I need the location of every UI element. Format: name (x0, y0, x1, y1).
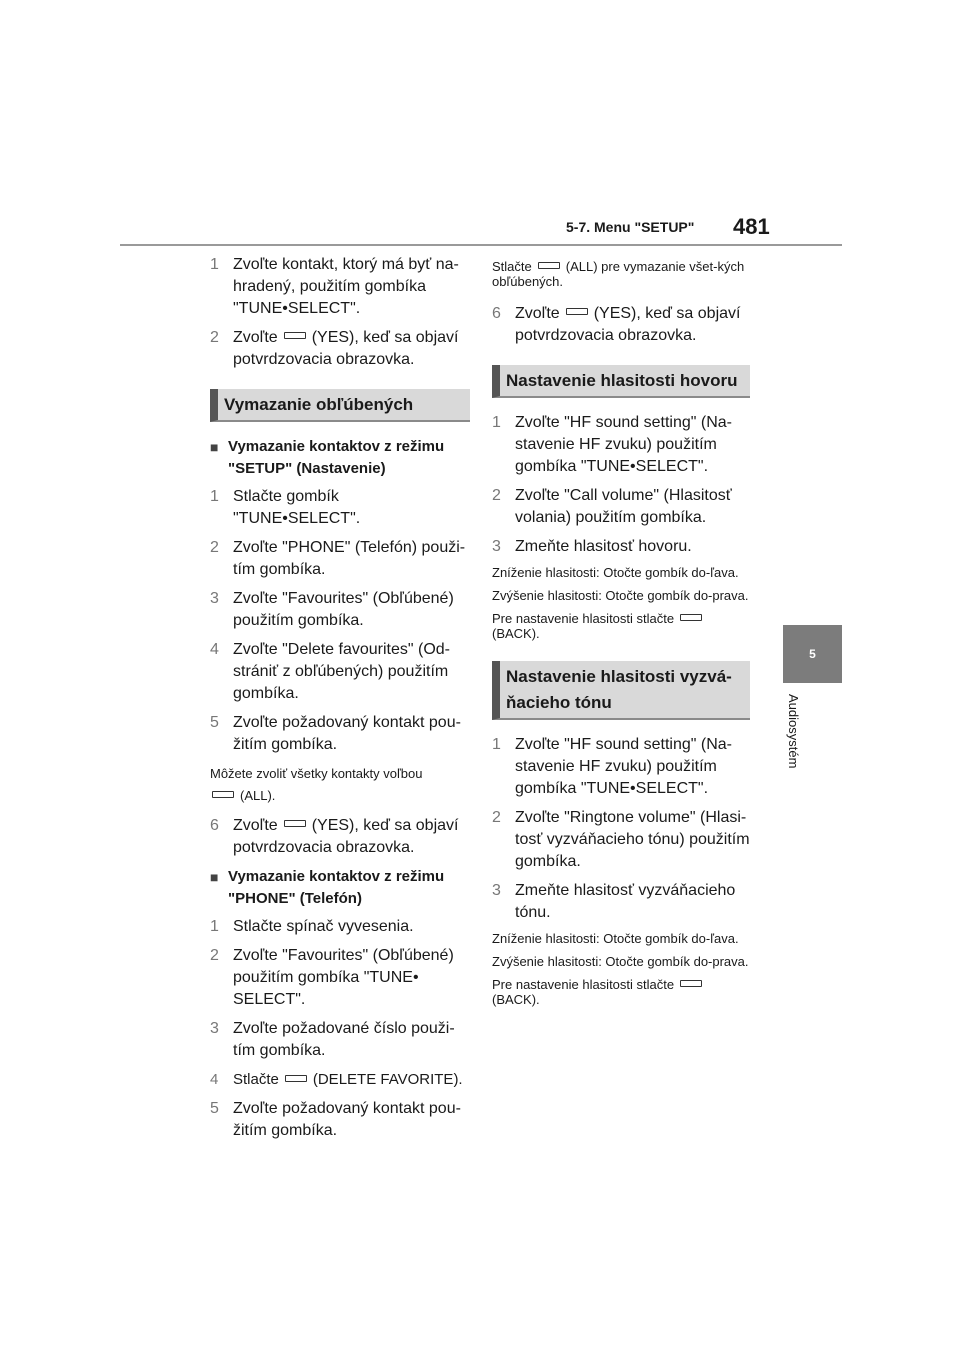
note-text-post: (BACK). (492, 992, 540, 1007)
step-number: 3 (210, 1020, 219, 1037)
step-text-pre: Zvoľte (233, 817, 278, 834)
button-icon (212, 791, 234, 798)
step-number: 2 (492, 487, 501, 504)
step (492, 412, 750, 478)
right-column (492, 259, 750, 1015)
step (210, 486, 470, 530)
step-number: 3 (210, 590, 219, 607)
left-column (210, 254, 470, 1149)
subheading-text: Vymazanie kontaktov z režimu "PHONE" (Telefón) (228, 868, 445, 907)
note-text-pre: Pre nastavenie hlasitosti stlačte (492, 977, 675, 992)
step (210, 327, 470, 371)
page-number: 481 (733, 214, 770, 239)
step-number: 4 (210, 641, 219, 658)
step-number: 4 (210, 1071, 219, 1088)
step (210, 815, 470, 859)
step-number: 6 (492, 305, 501, 322)
step-text-post: (DELETE FAVORITE). (312, 1071, 463, 1088)
step-number: 5 (210, 714, 219, 731)
note-text-post: (ALL). (240, 788, 276, 803)
step-text-pre: Stlačte (233, 1071, 279, 1088)
step-text: Stlačte spínač vyvesenia. (233, 918, 414, 935)
step (210, 254, 470, 320)
step-text-post: (YES), keď sa objaví potvrdzovacia obrazovka. (233, 329, 459, 368)
note (492, 611, 750, 641)
square-bullet-icon: ■ (210, 439, 219, 455)
step-text: Zvoľte kontakt, ktorý má byť na-hradený, použitím gombíka "TUNE•SELECT". (233, 256, 459, 317)
note-text-pre: Môžete zvoliť všetky kontakty voľbou (210, 766, 423, 781)
note-text-pre: Pre nastavenie hlasitosti stlačte (492, 611, 675, 626)
step (492, 485, 750, 529)
step (210, 712, 470, 756)
subheading-text: Vymazanie kontaktov z režimu "SETUP" (Nastavenie) (228, 438, 445, 477)
step-text-post: (YES), keď sa objaví potvrdzovacia obrazovka. (515, 305, 741, 344)
subheading (210, 866, 470, 910)
step-text: Zvoľte "Call volume" (Hlasitosť volania) použitím gombíka. (515, 487, 732, 526)
step (492, 536, 750, 558)
note: Zníženie hlasitosti: Otočte gombík do-ľava. (492, 931, 739, 946)
step-number: 3 (492, 882, 501, 899)
note: Zvýšenie hlasitosti: Otočte gombík do-prava. (492, 954, 749, 969)
step (492, 807, 750, 873)
header-rule (120, 244, 842, 246)
step-text (515, 303, 750, 347)
step (492, 880, 750, 924)
step (210, 588, 470, 632)
note (210, 763, 470, 807)
button-icon (285, 1075, 307, 1082)
step-number: 1 (210, 488, 219, 505)
step-text (233, 327, 470, 371)
note: Zníženie hlasitosti: Otočte gombík do-ľava. (492, 565, 739, 580)
step-text: Zvoľte "HF sound setting" (Na-stavenie HF zvuku) použitím gombíka "TUNE•SELECT". (515, 736, 732, 797)
step-number: 5 (210, 1100, 219, 1117)
section-heading: Nastavenie hlasitosti hovoru (492, 365, 750, 398)
step-text-pre: Zvoľte (233, 329, 278, 346)
step-number: 2 (210, 539, 219, 556)
note (492, 259, 750, 289)
step-text: Zvoľte "Delete favourites" (Od-strániť z obľúbených) použitím gombíka. (233, 641, 450, 702)
step-text: Zmeňte hlasitosť hovoru. (515, 538, 692, 555)
step-number: 1 (210, 256, 219, 273)
step-text: Zvoľte "Favourites" (Obľúbené) použitím gombíka "TUNE• SELECT". (233, 947, 454, 1008)
step-number: 3 (492, 538, 501, 555)
button-icon (538, 262, 560, 269)
chapter-tab (783, 625, 842, 683)
step-text: Zvoľte "HF sound setting" (Na-stavenie HF zvuku) použitím gombíka "TUNE•SELECT". (515, 414, 732, 475)
step-text: Stlačte gombík "TUNE•SELECT". (233, 488, 361, 527)
note-text-post: (BACK). (492, 626, 540, 641)
step-number: 6 (210, 817, 219, 834)
subheading (210, 436, 470, 480)
step-number: 1 (492, 736, 501, 753)
step-text-pre: Zvoľte (515, 305, 560, 322)
step-text: Zvoľte požadovaný kontakt pou-žitím gombíka. (233, 1100, 461, 1139)
step-text: Zvoľte "Ringtone volume" (Hlasi-tosť vyzváňacieho tónu) použitím gombíka. (515, 809, 750, 870)
step-text: Zvoľte požadovaný kontakt pou-žitím gombíka. (233, 714, 461, 753)
step-text: Zvoľte požadované číslo použi-tím gombíka. (233, 1020, 455, 1059)
step-text: Zvoľte "Favourites" (Obľúbené) použitím gombíka. (233, 590, 454, 629)
button-icon (284, 820, 306, 827)
chapter-label: Audiosystém (786, 694, 801, 769)
step (492, 734, 750, 800)
step-text (233, 1069, 470, 1091)
step-number: 2 (492, 809, 501, 826)
button-icon (284, 332, 306, 339)
note (492, 977, 750, 1007)
button-icon (680, 980, 702, 987)
button-icon (566, 308, 588, 315)
section-title: 5-7. Menu "SETUP" (566, 219, 695, 235)
step (210, 1069, 470, 1091)
step (210, 916, 470, 938)
section-heading: Nastavenie hlasitosti vyzvá-ňacieho tónu (492, 661, 750, 720)
square-bullet-icon: ■ (210, 869, 219, 885)
step-text (233, 815, 470, 859)
button-icon (680, 614, 702, 621)
step (210, 537, 470, 581)
step-text-post: (YES), keď sa objaví potvrdzovacia obrazovka. (233, 817, 459, 856)
step-text: Zmeňte hlasitosť vyzváňacieho tónu. (515, 882, 736, 921)
step (210, 1018, 470, 1062)
step (210, 945, 470, 1011)
step-number: 2 (210, 329, 219, 346)
step-text: Zvoľte "PHONE" (Telefón) použi-tím gombíka. (233, 539, 466, 578)
note: Zvýšenie hlasitosti: Otočte gombík do-prava. (492, 588, 749, 603)
note-text-pre: Stlačte (492, 259, 532, 274)
step (492, 303, 750, 347)
section-heading: Vymazanie obľúbených (210, 389, 470, 422)
note-text-post: (ALL) pre vymazanie všet-kých obľúbených. (492, 259, 745, 289)
step-number: 1 (210, 918, 219, 935)
step (210, 1098, 470, 1142)
step (210, 639, 470, 705)
chapter-number: 5 (809, 647, 816, 661)
step-number: 1 (492, 414, 501, 431)
step-number: 2 (210, 947, 219, 964)
